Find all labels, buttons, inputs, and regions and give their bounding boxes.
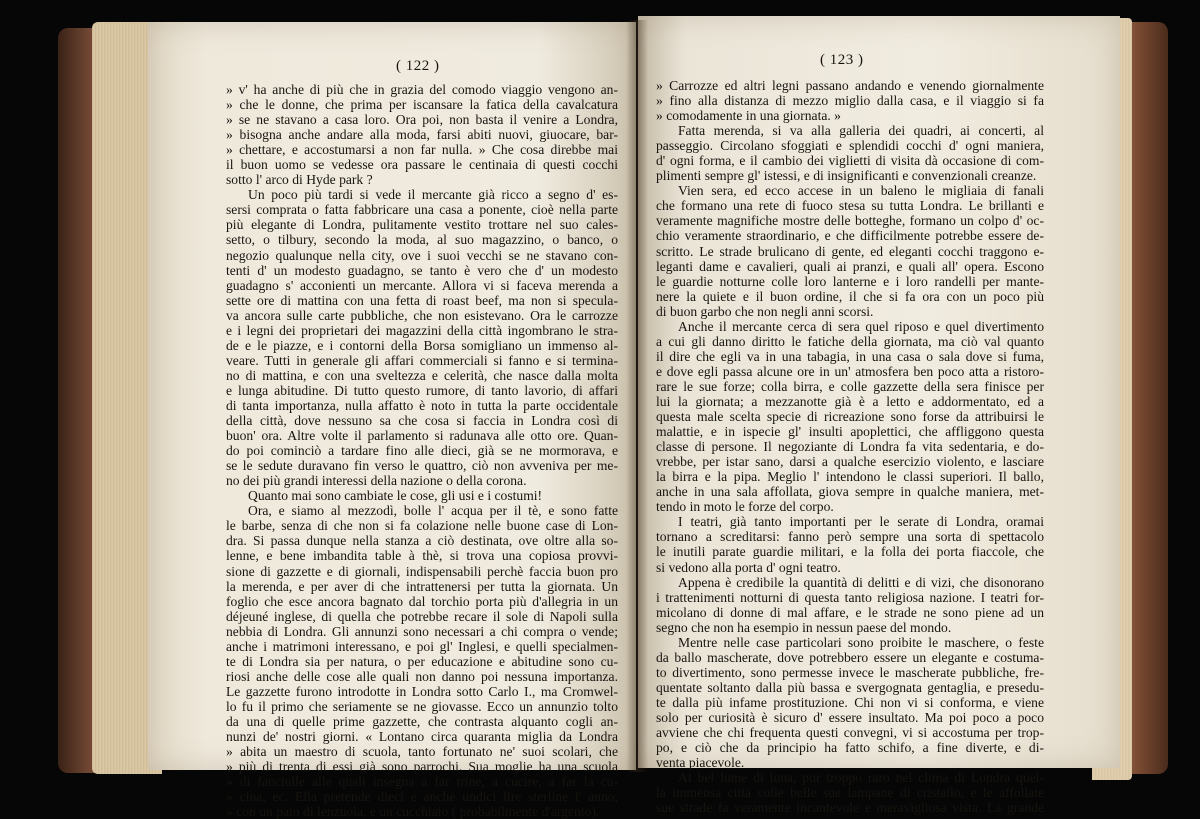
text-line: avviene che chi frequenta questi convegni, vi si accostuma per trop- <box>656 725 1044 741</box>
text-line: nere la quiete e il buon ordine, il che si fa ora con un poco più <box>656 288 1044 304</box>
text-line: dra. Si passa dunque nella stanza a ciò destinata, ove oltre alla so- <box>226 533 618 549</box>
text-line: Appena è credibile la quantità di delitti e di vizi, che disonorano <box>678 574 1044 590</box>
text-line: il dire che egli va in una tabagia, in una casa o sala dove si fuma, <box>656 348 1044 364</box>
text-line: si vedono alla porta d' ogni teatro. <box>656 559 841 575</box>
text-line: nunzi de' nostri giorni. « Lontano circa quaranta miglia da Londra <box>226 729 618 745</box>
text-line: la birra e la pipa. Meglio l' intendono le classi superiori. Il ballo, <box>656 469 1044 485</box>
text-line: le barbe, senza di che non si fa colazione nelle buone case di Lon- <box>226 518 618 534</box>
text-line: e i legni dei proprietari dei magazzini della città ingombrano le stra- <box>226 322 618 338</box>
text-line: Ora, e siamo al mezzodì, bolle l' acqua per il tè, e sono fatte <box>248 503 618 519</box>
text-line: questa male scelta specie di ricreazione sono forse da attribuirsi le <box>656 409 1044 425</box>
text-line: foglio che esce ancora bagnato dal torchio porta più d'allegria in un <box>226 593 618 609</box>
text-line: lenne, e bene imbandita table à thè, si trova una copiosa provvi- <box>226 548 618 564</box>
text-line: plimenti sempre gl' istessi, e di insignificanti e convenzionali creanze. <box>656 168 1037 184</box>
text-line: quentate soltanto dalla più bassa e svergognata gentaglia, e presedu- <box>656 679 1044 695</box>
left-page <box>148 22 636 819</box>
page-number-right: ( 123 ) <box>820 52 864 68</box>
text-line: sue strade fa veramente incantevole e meravigliosa vista. La grande <box>656 800 1044 816</box>
text-line: » cina, ec. Ella pretende dieci e anche undici lire sterline l' anno, <box>226 789 618 805</box>
text-line: guadagno s' acconienti un mercante. Allora vi si faceva merenda a <box>226 277 618 293</box>
text-line: setto, o tilbury, secondo la moda, al suo magazzino, o banco, o <box>226 232 618 248</box>
text-line: » più di trenta di essi già sono parrochi. Sua moglie ha una scuola <box>226 759 618 775</box>
book-gutter <box>626 20 648 772</box>
text-line: veare. Tutti in generale gli affari commerciali si fanno e si termina- <box>226 352 618 368</box>
text-line: » abita un maestro di scuola, tanto fortunato ne' suoi scolari, che <box>226 744 618 760</box>
text-line: malattie, e in ispecie gl' insulti apoplettici, che affliggono questa <box>656 424 1044 440</box>
text-line: Fatta merenda, si va alla galleria dei quadri, ai concerti, al <box>678 123 1044 139</box>
text-line: da una di quelle prime gazzette, che contrasta alquanto cogli an- <box>226 713 618 729</box>
text-line: d' ogni forma, e il cambio dei viglietti di visita dà occasione di com- <box>656 153 1044 169</box>
text-line: lo fu il primo che seriamente se ne giovasse. Ecco un annunzio tolto <box>226 698 618 714</box>
text-line: » chettare, e accostumarsi a non far nulla. » Che cosa direbbe mai <box>226 142 618 158</box>
text-line: » con un paio di lenzuola, e un cucchiaio ( probabilmente d'argento). <box>226 804 600 819</box>
text-line: sione di gazzette e di giornali, indispensabili perchè faccia buon pro <box>226 563 618 579</box>
text-line: » di fanciulle alle quali insegna a far trine, a cucire, a far la cu- <box>226 774 618 790</box>
text-line: se le sedute duravano fin verso le quattro, ciò non avveniva per me- <box>226 458 618 474</box>
text-line: Vien sera, ed ecco accese in un baleno le migliaia di fanali <box>678 183 1044 199</box>
text-line: anche i matrimoni interessano, e poi gl' Inglesi, e quelli specialmen- <box>226 638 618 654</box>
text-line: tornano a screditarsi: fanno però sempre una sorta di spettacolo <box>656 529 1044 545</box>
text-line: le inutili parate guardie militari, e la folla dei porta fiaccole, che <box>656 544 1044 560</box>
text-line: Al bel lume di luna, pur troppo raro nel clima di Londra quel- <box>678 770 1044 786</box>
text-line: la immensa città colle belle sue lampane di cristallo, e le affollate <box>656 785 1044 801</box>
text-line: Anche il mercante cerca di sera quel riposo e quel divertimento <box>678 318 1044 334</box>
text-line: buon' ora. Altre volte il parlamento si radunava alle otto ore. Quan- <box>226 428 618 444</box>
text-line: più elegante di Londra, pulitamente vestito trottare nel suo cales- <box>226 217 618 233</box>
text-line: leganti dame e cavalieri, quali ai pranzi, e quali all' opera. Escono <box>656 258 1044 274</box>
text-line: che formano una rete di fuoco stesa su tutta Londra. Le brillanti e <box>656 198 1044 214</box>
right-page <box>638 16 1120 816</box>
text-line: della città, dove nessuno sa che cosa si faccia in Londra così di <box>226 413 618 429</box>
text-line: e lunga abitudine. Di tutto questo rumore, di tanto lavorio, di affari <box>226 382 618 398</box>
text-line: Mentre nelle case particolari sono proibite le maschere, o feste <box>678 634 1044 650</box>
text-line: » se ne stavano a casa loro. Ora poi, non basta il venire a Londra, <box>226 112 618 128</box>
text-line: vrebbe, per istar sano, darsi a qualche esercizio violento, e lasciare <box>656 454 1044 470</box>
text-line: classe di persone. Il negoziante di Londra fa vita sedentaria, e do- <box>656 439 1044 455</box>
text-line: passeggio. Circolano sfoggiati e splendidi cocchi d' ogni maniera, <box>656 138 1044 154</box>
text-line: di buon garbo che non negli anni scorsi. <box>656 303 874 319</box>
text-line: to divertimento, sono permesse invece le mascherate pubbliche, fre- <box>656 664 1044 680</box>
text-line: I teatri, già tanto importanti per le serate di Londra, oramai <box>678 514 1044 530</box>
text-line: e dove egli passa alcune ore in un' atmosfera ben poco atta a ristoro- <box>656 363 1044 379</box>
text-line: lui la giornata; a mezzanotte già è a letto e addormentato, ed a <box>656 393 1044 409</box>
text-line: veramente magnifiche mostre delle botteghe, formano un colpo d' oc- <box>656 213 1044 229</box>
text-line: va ancora sulle carte pubbliche, che non esistevano. Ora le carrozze <box>226 307 618 323</box>
text-line: il buon uomo se vedesse ora passare le centinaia di questi cocchi <box>226 157 618 173</box>
text-line: déjeuné inglese, di quella che potrebbe recare il sole di Napoli sulla <box>226 608 618 624</box>
text-line: tendo in moto le forze del corpo. <box>656 499 834 515</box>
text-line: po, e ciò che da principio ha fatto schifo, a fine diverte, e di- <box>656 740 1044 756</box>
text-line: venta piacevole. <box>656 755 745 771</box>
text-line: tenti d' un modesto guadagno, se tanto è vero che d' un modesto <box>226 262 618 278</box>
text-line: a cui gli danno diritto le fatiche della giornata, ma ciò val quanto <box>656 333 1044 349</box>
text-line: le guardie notturne colle loro lanterne e i loro randelli per mante- <box>656 273 1044 289</box>
page-number-left: ( 122 ) <box>396 58 440 74</box>
text-line: sette ore di mattina con una fetta di roast beef, ma non si specula- <box>226 292 618 308</box>
text-line: nebbia di Londra. Gli annunzi sono necessari a chi compra o vende; <box>226 623 618 639</box>
right-page-text <box>656 78 1044 815</box>
text-line: » comodamente in una giornata. » <box>656 108 841 124</box>
text-line: da ballo mascherate, dove potrebbero essere un elegante e costuma- <box>656 649 1044 665</box>
text-line: sersi comprata o fatta fabbricare una casa a ponente, cioè nella parte <box>226 202 618 218</box>
text-line: rare le sue forze; colla birra, e colle gazzette della sera finisce per <box>656 378 1044 394</box>
text-line: » bisogna anche andare alla moda, farsi abiti nuovi, giuocare, bar- <box>226 127 618 143</box>
text-line: » v' ha anche di più che in grazia del comodo viaggio vengono an- <box>226 82 618 97</box>
text-line: i trattenimenti notturni di questa tanto religiosa nazione. I teatri for- <box>656 589 1044 605</box>
text-line: solo per curiosità è sicuro d' essere insultato. Ma poi poco a poco <box>656 709 1044 725</box>
text-line: » Carrozze ed altri legni passano andando e venendo giornalmente <box>656 78 1044 93</box>
text-line: no di mattina, e con una sveltezza e celerità, che nasce dalla molta <box>226 367 618 383</box>
text-line: » fino alla distanza di mezzo miglio dalla casa, e il viaggio si fa <box>656 93 1044 109</box>
text-line: di tanta importanza, nulla affatto è noto in tutta la parte occidentale <box>226 397 618 413</box>
text-line: te dalla più infame prostituzione. Chi non vi si conforma, e viene <box>656 694 1044 710</box>
text-line: no dei più grandi interessi della nazione o della corona. <box>226 473 527 489</box>
text-line: Un poco più tardi si vede il mercante già ricco a segno d' es- <box>248 187 618 203</box>
text-line: scritto. Le strade brulicano di gente, ed eleganti cocchi traggono e- <box>656 243 1044 259</box>
text-line: Quanto mai sono cambiate le cose, gli usi e i costumi! <box>248 488 543 504</box>
text-line: Le gazzette furono introdotte in Londra sotto Carlo I., ma Cromwel- <box>226 683 618 699</box>
text-line: chio veramente straordinario, e che difficilmente potrebbe essere de- <box>656 228 1044 244</box>
text-line: segno che non ha esempio in nessun paese del mondo. <box>656 619 952 635</box>
text-line: riosi anche delle cose alle quali non danno poi nessuna importanza. <box>226 668 618 684</box>
text-line: la merenda, e per aver di che intrattenersi per tutta la giornata. Un <box>226 578 618 594</box>
text-line: sotto l' arco di Hyde park ? <box>226 172 373 188</box>
text-line: » che le donne, che prima per iscansare la fatica della cavalcatura <box>226 97 618 113</box>
text-line: te di Londra sia per natura, o per educazione e abitudine sono cu- <box>226 653 618 669</box>
text-line: micolano di donne di mal affare, e le strade ne sono piene ad un <box>656 604 1044 620</box>
left-page-text <box>226 82 618 819</box>
text-line: anche in una sala affollata, giova sempre in qualche maniera, met- <box>656 484 1044 500</box>
text-line: negozio qualunque nella city, ove i suoi vecchi se ne stavano con- <box>226 247 618 263</box>
text-line: de e le piazze, e i contorni della Borsa somigliano un immenso al- <box>226 337 618 353</box>
text-line: do poi cominciò a tardare fino alle dieci, già se ne mormorava, e <box>226 443 618 459</box>
